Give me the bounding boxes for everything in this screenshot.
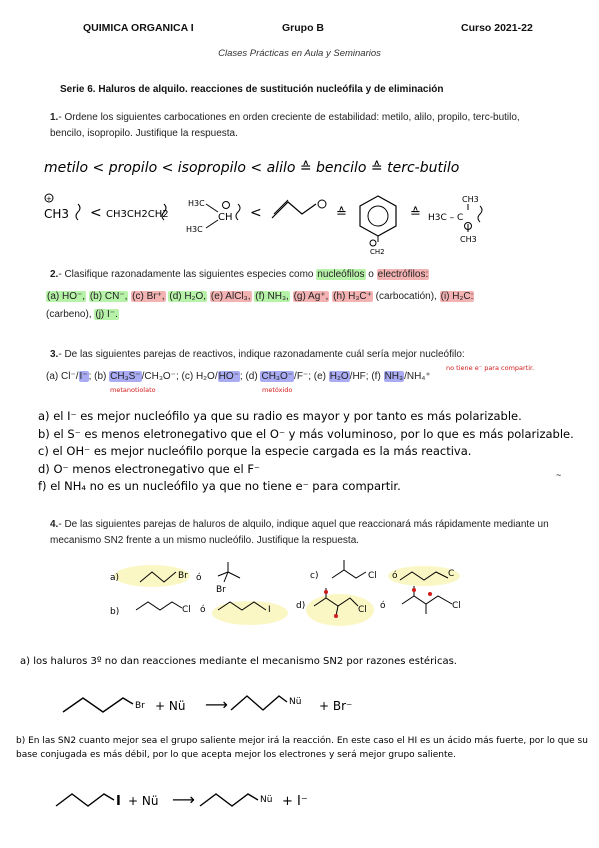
cl-atom-c1: Cl <box>368 571 377 581</box>
species-d: (d) H₂O, <box>169 291 207 302</box>
serie-title: Serie 6. Haluros de alquilo. reacciones de sustitución nucleófila y de eliminación <box>60 84 444 95</box>
pair-c-best: HO⁻ <box>218 371 239 382</box>
species-h: (h) H₃C⁺ <box>333 291 372 302</box>
pair-f-best: NH₃ <box>384 371 404 382</box>
answer-3a: a) el I⁻ es mejor nucleófilo ya que su radio es mayor y por tanto es más polarizable. <box>38 409 522 423</box>
cl-atom-b1: Cl <box>182 605 191 615</box>
q4-alkyl-halide-pairs <box>100 558 480 638</box>
species-e: (e) AlCl₃, <box>210 291 251 302</box>
pair-c-prefix: (c) H₂O/ <box>178 371 218 382</box>
reaction-b-iodide: + I⁻ <box>282 794 308 809</box>
i-atom-b2: I <box>268 605 271 615</box>
approx-sign-2: ≙ <box>410 206 421 221</box>
pair-d-suffix: /F⁻; <box>294 371 311 382</box>
reaction-a-bromide: + Br⁻ <box>319 699 353 713</box>
question-3-pairs <box>46 369 486 385</box>
pair-e-prefix: (e) <box>311 371 329 382</box>
tert-butyl-cation <box>428 195 482 244</box>
question-3-answers <box>38 408 578 496</box>
species-g: (g) Ag⁺, <box>293 291 329 302</box>
note-metanotiolato: metanotiolato <box>110 386 156 394</box>
pair-b-prefix: (b) <box>91 371 110 382</box>
margin-mark: ~ <box>556 470 562 480</box>
species-j: (j) I⁻. <box>95 309 118 320</box>
tbu-ch3-top: CH3 <box>462 195 479 204</box>
group-label: Grupo B <box>282 22 324 34</box>
isopropyl-cation <box>186 199 240 234</box>
methyl-cation <box>44 194 80 221</box>
pair-e-suffix: /HF; <box>349 371 369 382</box>
cl-atom-d1: Cl <box>358 605 367 615</box>
question-4 <box>50 517 560 549</box>
page-subtitle: Clases Prácticas en Aula y Seminarios <box>218 48 381 59</box>
plus-charge: + <box>46 195 52 203</box>
reaction-b-product-nu: Nü <box>260 795 273 805</box>
note-no-tiene: no tiene e⁻ para compartir. <box>446 364 535 372</box>
pair-f-prefix: (f) <box>368 371 384 382</box>
species-c: (c) Br⁺, <box>132 291 165 302</box>
cl-atom-d2: Cl <box>452 601 461 611</box>
lt-sign-2: < <box>250 205 262 221</box>
pair-e-best: H₂O <box>329 371 349 382</box>
lt-sign-1: < <box>90 205 102 221</box>
reaction-b-nucleophile: + Nü <box>128 794 159 808</box>
question-2-connector: o <box>365 269 377 280</box>
reaction-a-nucleophile: + Nü <box>155 699 186 713</box>
reaction-a <box>55 684 385 724</box>
answer-4b: b) En las SN2 cuanto mejor sea el grupo saliente mejor irá la reacción. En este caso el HI es un ácido más fuerte, por lo que su base conjugada es más débil, por lo que acepta mejor los electrones y será mejor grupo saliente. <box>16 736 588 760</box>
species-i-note: (carbeno), <box>46 309 92 320</box>
question-1-number: 1. <box>50 112 59 123</box>
question-1-text: - Ordene los siguientes carbocationes en orden creciente de estabilidad: metilo, alilo, propilo, terc-butilo, bencilo, isopropilo. Justifique la respuesta. <box>50 112 520 139</box>
br-atom-a2: Br <box>216 585 226 595</box>
question-2 <box>50 267 560 283</box>
answer-3f: f) el NH₄ no es un nucleófilo ya que no tiene e⁻ para compartir. <box>38 479 401 493</box>
or-d: ó <box>380 601 386 611</box>
reaction-a-arrow: ⟶ <box>205 695 228 714</box>
q1-carbocation-structures <box>40 190 580 260</box>
question-2-text: - Clasifique razonadamente las siguientes especies como <box>58 269 317 280</box>
c-atom-c2: C <box>448 569 455 579</box>
pair-a-best: I⁻ <box>79 371 88 382</box>
species-h-note: (carbocatión), <box>372 291 437 302</box>
reaction-a-leaving-group: Br <box>135 701 145 711</box>
pair-d-best: CH₃O⁻ <box>261 371 294 382</box>
label-4d: d) <box>296 601 306 611</box>
note-metoxido: metóxido <box>262 386 293 394</box>
pair-a-prefix: (a) Cl⁻/ <box>46 371 79 382</box>
species-f: (f) NH₃, <box>255 291 289 302</box>
or-c: ó <box>392 571 398 581</box>
iso-ch: CH <box>218 212 233 223</box>
tbu-h3c: H3C – C <box>428 213 464 223</box>
approx-sign-1: ≙ <box>336 206 347 221</box>
label-4b: b) <box>110 607 120 617</box>
iso-h3c-top: H3C <box>188 199 205 208</box>
iso-h3c-bottom: H3C <box>186 225 203 234</box>
question-4-number: 4. <box>50 519 59 530</box>
answer-3d: d) O⁻ menos electronegativo que el F⁻ <box>38 461 260 476</box>
reaction-b-leaving-group: I <box>116 794 121 809</box>
propyl-cation <box>106 204 169 220</box>
species-b: (b) CN⁻, <box>89 291 128 302</box>
pair-c-suffix: ; <box>239 371 243 382</box>
course-title: QUIMICA ORGANICA I <box>83 22 194 34</box>
species-a: (a) HO⁻, <box>47 291 86 302</box>
label-4c: c) <box>310 571 319 581</box>
reaction-b-arrow: ⟶ <box>172 790 195 809</box>
pair-b-best: CH₃S⁻ <box>110 371 141 382</box>
answer-3b: b) el S⁻ es menos eletronegativo que el O⁻ y más voluminoso, por lo que es más polarizable. <box>38 426 574 441</box>
or-a: ó <box>196 573 202 583</box>
question-3 <box>50 347 570 363</box>
course-year: Curso 2021-22 <box>461 22 533 34</box>
question-3-text: - De las siguientes parejas de reactivos, indique razonadamente cuál sería mejor nucleófilo: <box>58 349 465 360</box>
nucleophiles-word: nucleófilos <box>317 269 365 280</box>
electrophiles-word: electrófilos: <box>377 269 429 280</box>
question-4-text: - De las siguientes parejas de haluros de alquilo, indique aquel que reaccionará más rápidamente mediante un mecanismo SN2 frente a un mismo nucleófilo. Justifique la respuesta. <box>50 519 549 546</box>
q1-answer-order: metilo < propilo < isopropilo < alilo ≙ bencilo ≙ terc-butilo <box>44 160 460 176</box>
br-atom-a1: Br <box>178 571 188 581</box>
label-4a: a) <box>110 573 120 583</box>
question-2-species-line2 <box>46 307 119 323</box>
question-3-number: 3. <box>50 349 59 360</box>
question-2-number: 2. <box>50 269 59 280</box>
reaction-b <box>50 778 380 818</box>
question-2-species <box>46 289 566 305</box>
pair-f-suffix: /NH₄⁺ <box>404 371 431 382</box>
question-1 <box>50 110 550 142</box>
species-i: (i) H₂C: <box>440 291 474 302</box>
or-b: ó <box>200 605 206 615</box>
pair-b-suffix: /CH₃O⁻; <box>141 371 179 382</box>
methyl-label: CH3 <box>44 207 70 221</box>
tert-butyl-bromide <box>216 562 240 595</box>
answer-3c: c) el OH⁻ es mejor nucleófilo porque la especie cargada es la más reactiva. <box>38 444 472 458</box>
benzyl-ch2: CH2 <box>370 248 385 256</box>
propyl-label: CH3CH2CH2 <box>106 209 169 220</box>
answer-4a: a) los haluros 3º no dan reacciones mediante el mecanismo SN2 por razones estéricas. <box>20 656 457 667</box>
tbu-ch3-bottom: CH3 <box>460 235 477 244</box>
benzyl-cation <box>360 196 396 256</box>
pair-a-suffix: ; <box>88 371 92 382</box>
pair-d-prefix: (d) <box>242 371 261 382</box>
reaction-a-product-nu: Nü <box>289 697 302 707</box>
allyl-cation <box>272 200 326 218</box>
